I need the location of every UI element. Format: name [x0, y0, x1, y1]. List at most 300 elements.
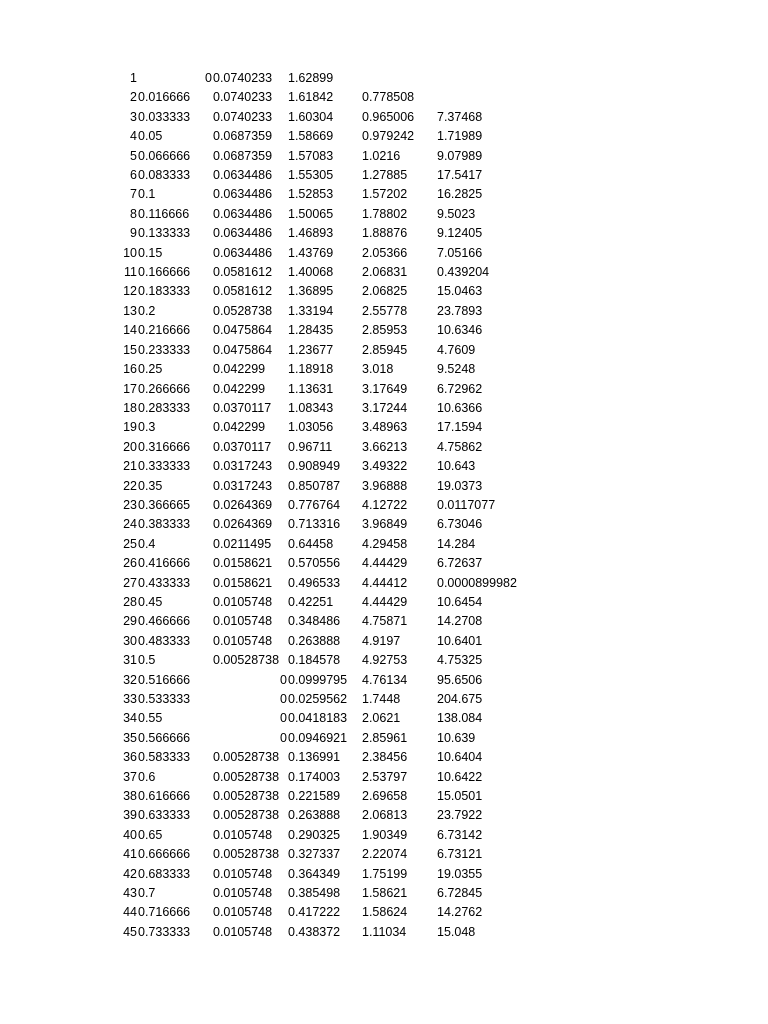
cell-d: 15.0501 [437, 789, 483, 804]
cell-t: 0.1 [138, 187, 156, 202]
cell-c: 2.85953 [362, 323, 408, 338]
cell-c: 4.12722 [362, 497, 408, 512]
cell-c: 1.7448 [362, 692, 401, 706]
table-row [0, 923, 768, 942]
cell-idx: 7 [130, 187, 137, 202]
cell-idx: 30 [123, 633, 137, 648]
cell-t: 0.483333 [138, 633, 191, 648]
table-row [0, 185, 768, 204]
cell-d: 9.5023 [437, 206, 476, 221]
cell-t: 0.316666 [138, 439, 191, 454]
cell-a: 0.0475864 [213, 323, 273, 338]
cell-a: 0 [280, 672, 287, 687]
cell-idx: 25 [123, 536, 137, 551]
cell-b: 0.221589 [288, 789, 341, 804]
cell-idx: 23 [123, 497, 137, 512]
cell-a: 0.0528738 [213, 303, 273, 318]
cell-a: 0.0634486 [213, 226, 273, 241]
cell-d: 0.439204 [437, 265, 490, 280]
cell-idx: 35 [123, 730, 137, 745]
cell-a: 0.0105748 [213, 924, 273, 939]
cell-d: 23.7922 [437, 808, 483, 823]
cell-t: 0.733333 [138, 924, 191, 939]
cell-idx: 37 [123, 769, 137, 784]
cell-c: 1.58621 [362, 886, 408, 901]
cell-t: 0.666666 [138, 847, 191, 862]
cell-c: 1.0216 [362, 148, 401, 163]
cell-c: 4.9197 [362, 633, 401, 648]
cell-d: 14.2762 [437, 905, 483, 920]
cell-b: 0.570556 [288, 556, 341, 571]
cell-idx: 36 [123, 750, 137, 765]
cell-t: 0.233333 [138, 342, 191, 357]
table-row [0, 515, 768, 534]
cell-idx: 42 [123, 866, 137, 881]
table-row [0, 690, 768, 709]
cell-idx: 12 [123, 284, 137, 299]
cell-c: 0.965006 [362, 109, 415, 124]
cell-t: 0.4 [138, 536, 156, 551]
cell-idx: 13 [123, 303, 137, 318]
cell-b: 1.58669 [288, 129, 334, 144]
cell-b: 0.0946921 [288, 730, 348, 745]
cell-idx: 15 [123, 342, 137, 357]
cell-t: 0.183333 [138, 284, 191, 299]
cell-a: 0.00528738 [213, 769, 280, 784]
data-table [0, 69, 768, 942]
cell-t: 0.6 [138, 769, 156, 784]
cell-idx: 1 [130, 71, 137, 85]
cell-a: 0.0370117 [213, 400, 272, 415]
cell-a: 0.00528738 [213, 750, 280, 765]
cell-idx: 11 [124, 265, 137, 280]
cell-b: 1.43769 [288, 245, 334, 260]
cell-c: 1.75199 [362, 866, 408, 881]
cell-d: 10.643 [437, 459, 476, 474]
cell-d: 9.07989 [437, 148, 483, 163]
cell-d: 9.5248 [437, 362, 476, 377]
cell-t: 0.266666 [138, 381, 191, 396]
cell-b: 1.62899 [288, 71, 334, 85]
cell-a: 0.0634486 [213, 245, 273, 260]
cell-c: 2.05366 [362, 245, 408, 260]
cell-a: 0.00528738 [213, 847, 280, 862]
cell-c: 2.53797 [362, 769, 408, 784]
cell-c: 2.06825 [362, 284, 408, 299]
cell-d: 4.75325 [437, 653, 483, 668]
cell-d: 1.71989 [437, 129, 483, 144]
cell-c: 2.38456 [362, 750, 408, 765]
cell-t: 0.083333 [138, 168, 191, 183]
table-row [0, 205, 768, 224]
cell-a: 0.0264369 [213, 497, 273, 512]
cell-b: 0.263888 [288, 633, 341, 648]
cell-t: 0.566666 [138, 730, 191, 745]
cell-c: 1.58624 [362, 905, 408, 920]
cell-idx: 21 [123, 459, 137, 474]
cell-c: 4.44412 [362, 575, 408, 590]
cell-t: 0.65 [138, 827, 163, 842]
cell-a: 0.0740233 [213, 90, 273, 105]
cell-d: 14.2708 [437, 614, 483, 629]
cell-t: 0.416666 [138, 556, 191, 571]
cell-idx: 45 [123, 924, 137, 939]
cell-c: 3.66213 [362, 439, 408, 454]
cell-a: 0 [280, 692, 287, 706]
cell-idx: 19 [123, 420, 137, 435]
table-row [0, 166, 768, 185]
cell-b: 0.64458 [288, 536, 334, 551]
cell-c: 4.76134 [362, 672, 408, 687]
cell-d: 10.6422 [437, 769, 483, 784]
cell-c: 2.69658 [362, 789, 408, 804]
cell-idx: 24 [123, 517, 137, 532]
table-row [0, 884, 768, 903]
cell-a: 0.0105748 [213, 866, 273, 881]
cell-d: 6.72637 [437, 556, 483, 571]
cell-a: 0.0634486 [213, 206, 273, 221]
cell-b: 1.33194 [288, 303, 334, 318]
table-row [0, 108, 768, 127]
cell-c: 0.979242 [362, 129, 415, 144]
cell-c: 4.29458 [362, 536, 408, 551]
cell-b: 1.03056 [288, 420, 334, 435]
cell-idx: 18 [123, 400, 137, 415]
cell-t: 0.216666 [138, 323, 191, 338]
cell-t: 0 [205, 71, 212, 85]
cell-b: 0.174003 [288, 769, 341, 784]
cell-d: 138.084 [437, 711, 483, 726]
cell-c: 1.78802 [362, 206, 408, 221]
cell-t: 0.633333 [138, 808, 191, 823]
cell-a: 0.0158621 [213, 556, 273, 571]
cell-idx: 39 [123, 808, 137, 823]
table-row [0, 787, 768, 806]
cell-b: 1.61842 [288, 90, 334, 105]
cell-d: 6.72845 [437, 886, 483, 901]
table-row [0, 554, 768, 573]
cell-b: 1.55305 [288, 168, 334, 183]
cell-c: 2.0621 [362, 711, 401, 726]
cell-idx: 32 [123, 672, 137, 687]
cell-a: 0.0105748 [213, 594, 273, 609]
cell-d: 6.72962 [437, 381, 483, 396]
cell-b: 1.08343 [288, 400, 334, 415]
cell-t: 0.283333 [138, 400, 191, 415]
cell-d: 7.05166 [437, 245, 483, 260]
cell-b: 0.96711 [288, 439, 333, 454]
table-row [0, 496, 768, 515]
cell-b: 1.23677 [288, 342, 334, 357]
cell-b: 0.327337 [288, 847, 341, 862]
cell-t: 0.133333 [138, 226, 191, 241]
table-row [0, 302, 768, 321]
cell-d: 10.6454 [437, 594, 483, 609]
table-row [0, 457, 768, 476]
cell-b: 0.263888 [288, 808, 341, 823]
cell-c: 1.11034 [362, 924, 407, 939]
cell-t: 0.116666 [138, 206, 190, 221]
cell-d: 95.6506 [437, 672, 483, 687]
cell-b: 0.385498 [288, 886, 341, 901]
cell-b: 1.50065 [288, 206, 334, 221]
cell-d: 14.284 [437, 536, 476, 551]
cell-a: 0.0105748 [213, 886, 273, 901]
cell-t: 0.516666 [138, 672, 191, 687]
table-row [0, 360, 768, 379]
cell-c: 2.55778 [362, 303, 408, 318]
cell-b: 1.60304 [288, 109, 334, 124]
cell-c: 1.57202 [362, 187, 408, 202]
cell-a: 0.0105748 [213, 614, 273, 629]
cell-t: 0.166666 [138, 265, 191, 280]
cell-idx: 38 [123, 789, 137, 804]
cell-idx: 33 [123, 692, 137, 706]
cell-b: 1.28435 [288, 323, 334, 338]
cell-t: 0.55 [138, 711, 163, 726]
cell-b: 0.364349 [288, 866, 341, 881]
cell-b: 1.57083 [288, 148, 334, 163]
cell-b: 0.496533 [288, 575, 341, 590]
cell-t: 0.15 [138, 245, 163, 260]
cell-d: 6.73121 [437, 847, 483, 862]
cell-t: 0.716666 [138, 905, 191, 920]
cell-b: 1.13631 [288, 381, 334, 396]
cell-t: 0.583333 [138, 750, 191, 765]
cell-idx: 31 [123, 653, 137, 668]
cell-d: 17.1594 [437, 420, 483, 435]
cell-a: 0.00528738 [213, 653, 280, 668]
cell-b: 1.46893 [288, 226, 334, 241]
cell-t: 0.333333 [138, 459, 191, 474]
cell-idx: 9 [130, 226, 137, 241]
cell-a: 0.0211495 [213, 536, 272, 551]
cell-idx: 27 [123, 575, 137, 590]
cell-c: 4.92753 [362, 653, 408, 668]
cell-d: 9.12405 [437, 226, 483, 241]
cell-b: 0.184578 [288, 653, 341, 668]
cell-d: 10.6366 [437, 400, 483, 415]
cell-d: 4.75862 [437, 439, 483, 454]
cell-idx: 44 [123, 905, 137, 920]
cell-t: 0.066666 [138, 148, 191, 163]
cell-c: 2.22074 [362, 847, 408, 862]
cell-b: 0.0999795 [288, 672, 348, 687]
table-row [0, 88, 768, 107]
cell-d: 10.6401 [437, 633, 483, 648]
cell-t: 0.2 [138, 303, 156, 318]
cell-idx: 17 [123, 381, 137, 396]
cell-c: 3.17244 [362, 400, 408, 415]
cell-a: 0.0687359 [213, 148, 273, 163]
table-row [0, 380, 768, 399]
cell-a: 0.0317243 [213, 478, 273, 493]
cell-d: 6.73046 [437, 517, 483, 532]
cell-d: 23.7893 [437, 303, 483, 318]
cell-idx: 10 [123, 245, 137, 260]
cell-idx: 43 [123, 886, 137, 901]
cell-t: 0.25 [138, 362, 163, 377]
cell-t: 0.433333 [138, 575, 191, 590]
cell-c: 3.17649 [362, 381, 408, 396]
cell-a: 0.0581612 [213, 265, 273, 280]
cell-d: 0.0117077 [437, 497, 496, 512]
cell-idx: 41 [123, 847, 137, 862]
cell-a: 0.0158621 [213, 575, 273, 590]
table-row [0, 709, 768, 728]
cell-a: 0.00528738 [213, 789, 280, 804]
cell-t: 0.466666 [138, 614, 191, 629]
table-row [0, 127, 768, 146]
cell-a: 0.0317243 [213, 459, 273, 474]
cell-c: 2.06813 [362, 808, 408, 823]
cell-idx: 22 [123, 478, 137, 493]
cell-c: 3.49322 [362, 459, 408, 474]
cell-a: 0 [280, 730, 287, 745]
cell-t: 0.5 [138, 653, 156, 668]
cell-c: 3.96849 [362, 517, 408, 532]
cell-idx: 5 [130, 148, 137, 163]
cell-a: 0.0581612 [213, 284, 273, 299]
table-row [0, 69, 768, 88]
cell-b: 0.908949 [288, 459, 341, 474]
table-row [0, 865, 768, 884]
table-row [0, 263, 768, 282]
cell-a: 0.0634486 [213, 168, 273, 183]
cell-a: 0.0687359 [213, 129, 273, 144]
cell-c: 1.88876 [362, 226, 408, 241]
cell-d: 10.6404 [437, 750, 483, 765]
cell-a: 0.0740233 [213, 109, 273, 124]
cell-d: 7.37468 [437, 109, 483, 124]
cell-a: 0.042299 [213, 362, 266, 377]
table-row [0, 341, 768, 360]
table-row [0, 845, 768, 864]
table-row [0, 806, 768, 825]
cell-idx: 29 [123, 614, 137, 629]
cell-t: 0.35 [138, 478, 163, 493]
cell-t: 0.45 [138, 594, 163, 609]
cell-idx: 28 [123, 594, 137, 609]
cell-c: 1.27885 [362, 168, 408, 183]
cell-idx: 6 [130, 168, 137, 183]
table-row [0, 729, 768, 748]
cell-d: 16.2825 [437, 187, 483, 202]
table-row [0, 282, 768, 301]
table-row [0, 632, 768, 651]
cell-a: 0.0264369 [213, 517, 273, 532]
table-row [0, 321, 768, 340]
cell-idx: 26 [123, 556, 137, 571]
cell-b: 0.713316 [288, 517, 341, 532]
cell-b: 0.850787 [288, 478, 341, 493]
cell-c: 2.85961 [362, 730, 408, 745]
cell-c: 0.778508 [362, 90, 415, 105]
cell-a: 0.0105748 [213, 827, 273, 842]
cell-a: 0 [280, 711, 287, 726]
cell-c: 3.48963 [362, 420, 408, 435]
cell-idx: 16 [123, 362, 137, 377]
cell-idx: 14 [123, 323, 137, 338]
cell-c: 2.85945 [362, 342, 408, 357]
table-row [0, 748, 768, 767]
table-row [0, 477, 768, 496]
cell-idx: 34 [123, 711, 137, 726]
cell-c: 4.75871 [362, 614, 408, 629]
cell-a: 0.00528738 [213, 808, 280, 823]
cell-d: 4.7609 [437, 342, 476, 357]
table-row [0, 826, 768, 845]
cell-c: 3.96888 [362, 478, 408, 493]
cell-c: 2.06831 [362, 265, 408, 280]
table-row [0, 399, 768, 418]
cell-t: 0.383333 [138, 517, 191, 532]
cell-b: 1.36895 [288, 284, 334, 299]
cell-idx: 2 [130, 90, 137, 105]
cell-b: 0.136991 [288, 750, 341, 765]
table-row [0, 671, 768, 690]
table-row [0, 224, 768, 243]
table-row [0, 438, 768, 457]
cell-a: 0.0105748 [213, 633, 273, 648]
cell-idx: 4 [130, 129, 137, 144]
cell-a: 0.0475864 [213, 342, 273, 357]
cell-b: 1.40068 [288, 265, 334, 280]
cell-t: 0.683333 [138, 866, 191, 881]
table-row [0, 574, 768, 593]
cell-t: 0.366665 [138, 497, 191, 512]
cell-d: 6.73142 [437, 827, 483, 842]
cell-d: 15.0463 [437, 284, 483, 299]
cell-c: 1.90349 [362, 827, 408, 842]
cell-b: 1.52853 [288, 187, 334, 202]
cell-d: 19.0355 [437, 866, 483, 881]
cell-d: 15.048 [437, 924, 476, 939]
cell-a: 0.042299 [213, 420, 266, 435]
cell-d: 204.675 [437, 692, 483, 706]
cell-a: 0.042299 [213, 381, 266, 396]
cell-c: 4.44429 [362, 594, 408, 609]
cell-t: 0.016666 [138, 90, 191, 105]
cell-b: 0.0259562 [288, 692, 348, 706]
cell-t: 0.3 [138, 420, 156, 435]
cell-b: 0.348486 [288, 614, 341, 629]
cell-t: 0.533333 [138, 692, 191, 706]
cell-d: 17.5417 [437, 168, 483, 183]
table-row [0, 651, 768, 670]
cell-a: 0.0740233 [213, 71, 273, 85]
cell-t: 0.033333 [138, 109, 191, 124]
cell-b: 0.0418183 [288, 711, 348, 726]
cell-c: 4.44429 [362, 556, 408, 571]
table-row [0, 612, 768, 631]
table-row [0, 418, 768, 437]
cell-a: 0.0634486 [213, 187, 273, 202]
cell-idx: 3 [130, 109, 137, 124]
cell-b: 0.42251 [288, 594, 334, 609]
table-row [0, 147, 768, 166]
cell-t: 0.616666 [138, 789, 191, 804]
table-row [0, 535, 768, 554]
cell-b: 1.18918 [288, 362, 334, 377]
cell-b: 0.417222 [288, 905, 341, 920]
cell-d: 0.0000899982 [437, 575, 517, 590]
cell-t: 0.05 [138, 129, 163, 144]
cell-b: 0.290325 [288, 827, 341, 842]
cell-a: 0.0105748 [213, 905, 273, 920]
cell-d: 10.639 [437, 730, 476, 745]
cell-d: 10.6346 [437, 323, 483, 338]
